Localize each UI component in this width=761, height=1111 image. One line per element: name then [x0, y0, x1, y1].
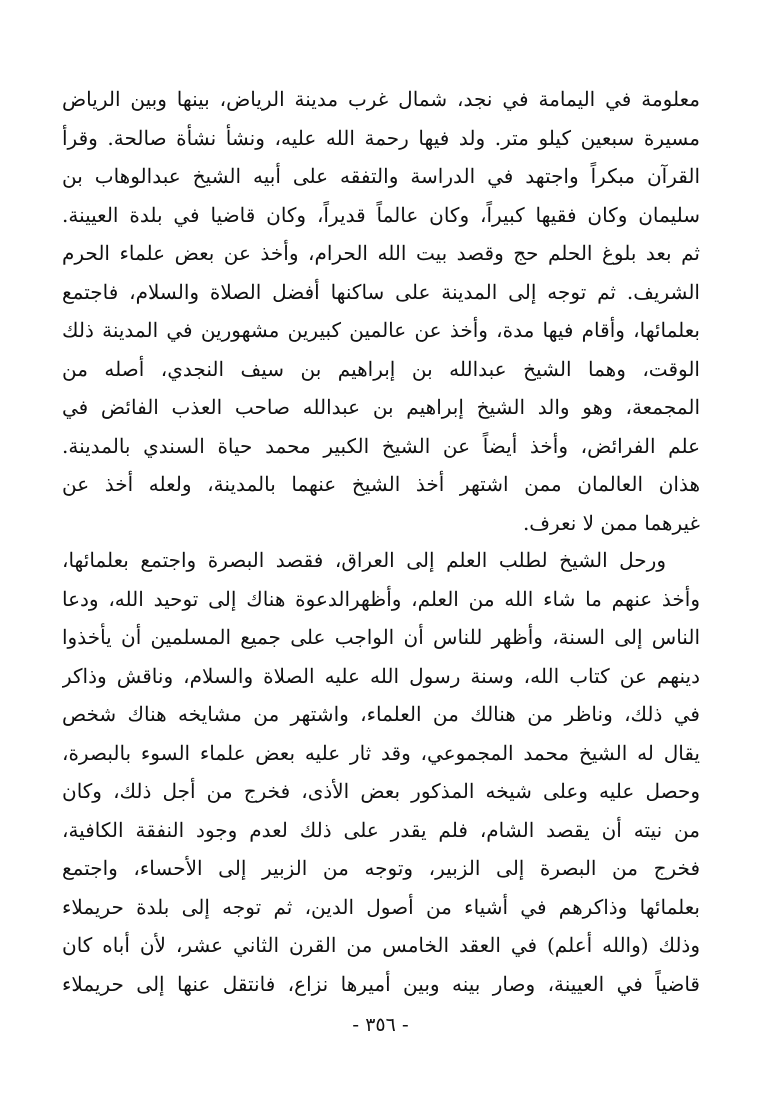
text-line: الشريف. ثم توجه إلى المدينة على ساكنها أفضل الصلاة والسلام، فاجتمع — [62, 279, 700, 304]
text-line: ورحل الشيخ لطلب العلم إلى العراق، فقصد البصرة واجتمع بعلمائها، — [62, 548, 666, 572]
text-line: معلومة في اليمامة في نجد، شمال غرب مدينة الرياض، بينها وبين الرياض — [62, 87, 700, 111]
text-line: الناس إلى السنة، وأظهر للناس أن الواجب على جميع المسلمين أن يأخذوا — [62, 625, 700, 649]
text-line: هذان العالمان ممن اشتهر أخذ الشيخ عنهما بالمدينة، ولعله أخذ عن — [62, 472, 700, 496]
text-line: الوقت، وهما الشيخ عبدالله بن إبراهيم بن سيف النجدي، أصله من — [62, 356, 700, 381]
text-line: وحصل عليه وعلى شيخه المذكور بعض الأذى، فخرج من أجل ذلك، وكان — [62, 779, 700, 803]
page-number: - ٣٥٦ - — [352, 1014, 409, 1036]
paragraph-2 — [62, 541, 700, 1003]
text-line: قاضياً في العيينة، وصار بينه وبين أميرها نزاع، فانتقل عنها إلى حريملاء — [62, 971, 700, 996]
text-line: علم الفرائض، وأخذ أيضاً عن الشيخ الكبير محمد حياة السندي بالمدينة. — [62, 433, 700, 458]
paragraph-1 — [62, 80, 700, 542]
text-line: مسيرة سبعين كيلو متر. ولد فيها رحمة الله عليه، ونشأ نشأة صالحة. وقرأ — [62, 125, 700, 150]
text-line: المجمعة، وهو والد الشيخ إبراهيم بن عبدالله صاحب العذب الفائض في — [62, 395, 700, 419]
text-line: ثم بعد بلوغ الحلم حج وقصد بيت الله الحرام، وأخذ عن بعض علماء الحرم — [62, 241, 700, 265]
text-line: وذلك (والله أعلم) في العقد الخامس من القرن الثاني عشر، لأن أباه كان — [62, 933, 700, 957]
text-line: بعلمائها وذاكرهم في أشياء من أصول الدين، ثم توجه إلى بلدة حريملاء — [62, 894, 700, 919]
text-line: يقال له الشيخ محمد المجموعي، وقد ثار عليه بعض علماء السوء بالبصرة، — [62, 740, 700, 765]
text-line: القرآن مبكراً واجتهد في الدراسة والتفقه على أبيه الشيخ عبدالوهاب بن — [62, 164, 700, 188]
text-line: في ذلك، وناظر من هنالك من العلماء، واشتهر من مشايخه هناك شخص — [62, 702, 700, 726]
text-line: دينهم عن كتاب الله، وسنة رسول الله عليه الصلاة والسلام، وناقش وذاكر — [62, 663, 700, 688]
text-line: وأخذ عنهم ما شاء الله من العلم، وأظهرالدعوة هناك إلى توحيد الله، ودعا — [62, 586, 700, 611]
text-line: غيرهما ممن لا نعرف. — [522, 510, 700, 535]
text-line: فخرج من البصرة إلى الزبير، وتوجه من الزبير إلى الأحساء، واجتمع — [62, 856, 700, 880]
text-line: سليمان وكان فقيها كبيراً، وكان عالماً قديراً، وكان قاضيا في بلدة العيينة. — [62, 202, 700, 227]
text-line: من نيته أن يقصد الشام، فلم يقدر على ذلك لعدم وجود النفقة الكافية، — [62, 817, 700, 842]
text-line: بعلمائها، وأقام فيها مدة، وأخذ عن عالمين كبيرين مشهورين في المدينة ذلك — [62, 318, 700, 342]
